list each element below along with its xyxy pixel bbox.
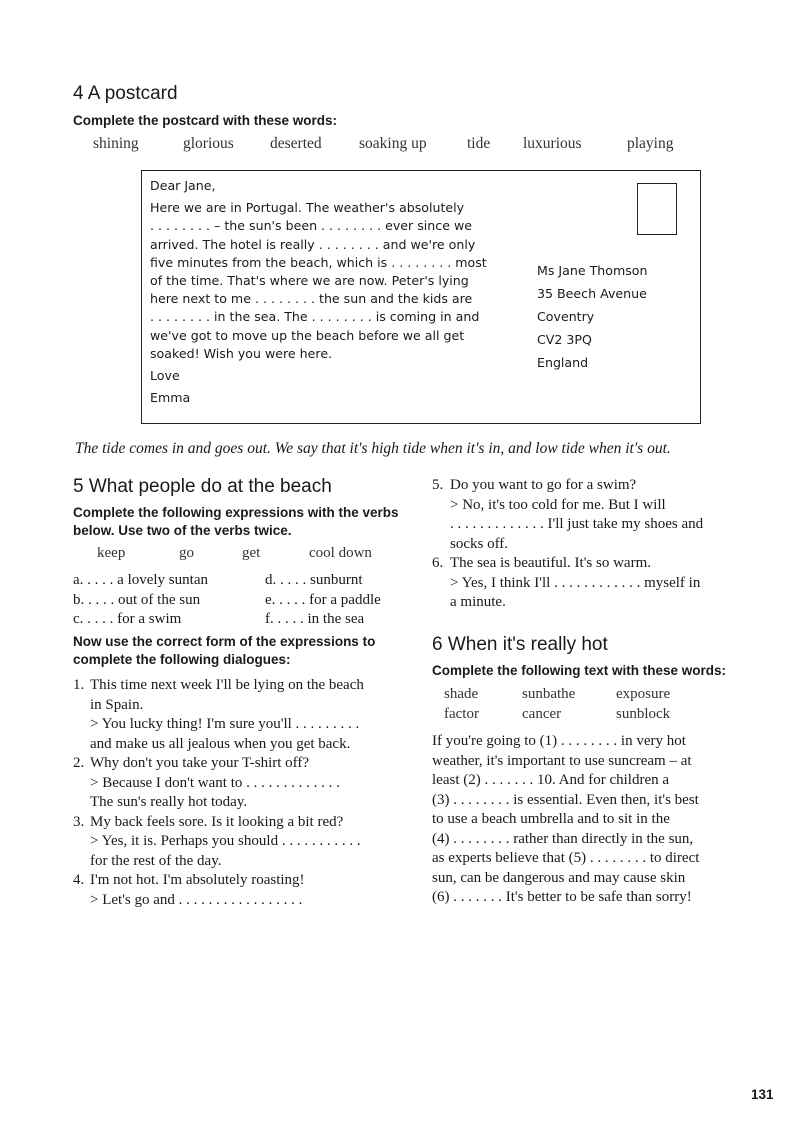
word-bank-item: glorious — [183, 135, 234, 152]
expression-item: f. . . . . in the sea — [265, 611, 365, 627]
letter-line: five minutes from the beach, which is . . . . . . . . most — [150, 254, 487, 270]
word-bank-item: exposure — [616, 686, 671, 702]
dialogue-number: 1. — [73, 677, 85, 693]
dialogues-left — [73, 676, 418, 910]
text-line: least (2) . . . . . . . 10. And for children a — [432, 772, 670, 788]
dialogue-line: socks off. — [450, 535, 509, 552]
postcard-address — [537, 259, 648, 374]
word-bank-item: deserted — [270, 135, 322, 152]
word-bank-item: shining — [93, 135, 139, 152]
section-6-word-bank — [444, 686, 744, 726]
section-5-title: 5 What people do at the beach — [73, 476, 332, 497]
section-6-title: 6 When it's really hot — [432, 634, 608, 655]
postcard — [141, 170, 701, 424]
section-4-word-bank — [93, 135, 693, 155]
letter-line: of the time. That's where we are now. Peter's lying — [150, 273, 469, 289]
expressions-left — [73, 571, 208, 630]
letter-line: here next to me . . . . . . . . the sun and the kids are — [150, 291, 473, 307]
word-bank-item: shade — [444, 686, 479, 702]
dialogue-line: The sun's really hot today. — [90, 794, 248, 810]
dialogue-number: 6. — [432, 555, 444, 571]
text-line: as experts believe that (5) . . . . . . . . to direct — [432, 850, 700, 866]
letter-line: Here we are in Portugal. The weather's absolutely — [150, 200, 465, 216]
dialogues-right — [432, 476, 772, 613]
stamp-box — [637, 183, 677, 235]
page-number: 131 — [751, 1087, 774, 1102]
word-bank-item: playing — [627, 135, 674, 152]
expression-item: a. . . . . a lovely suntan — [73, 572, 208, 588]
tide-note: The tide comes in and goes out. We say that it's high tide when it's in, and low tide when it's out. — [75, 440, 671, 457]
dialogue-item — [73, 813, 418, 872]
letter-line: we've got to move up the beach before we all get — [150, 327, 465, 343]
dialogue-line: The sea is beautiful. It's so warm. — [450, 555, 651, 571]
dialogue-line: > Yes, I think I'll . . . . . . . . . . . . myself in — [450, 574, 701, 591]
word-bank-item: factor — [444, 706, 479, 722]
expression-item: b. . . . . out of the sun — [73, 591, 201, 608]
dialogue-item — [432, 476, 772, 554]
verb-bank-item: go — [179, 545, 194, 561]
address-line: Ms Jane Thomson — [537, 263, 648, 278]
letter-line: Emma — [150, 390, 191, 406]
address-line: CV2 3PQ — [537, 332, 592, 347]
dialogue-line: My back feels sore. Is it looking a bit red? — [90, 813, 344, 830]
letter-line: . . . . . . . . in the sea. The . . . . . . . . is coming in and — [150, 309, 480, 325]
dialogue-line: for the rest of the day. — [90, 852, 222, 869]
text-line: weather, it's important to use suncream – at — [432, 752, 692, 769]
text-line: to use a beach umbrella and to sit in the — [432, 811, 670, 827]
address-line: Coventry — [537, 309, 595, 324]
dialogue-number: 5. — [432, 477, 444, 493]
text-line: sun, can be dangerous and may cause skin — [432, 869, 686, 886]
dialogue-line: Why don't you take your T-shirt off? — [90, 755, 310, 771]
dialogue-line: Do you want to go for a swim? — [450, 477, 637, 493]
word-bank-item: cancer — [522, 706, 562, 722]
dialogue-line: > You lucky thing! I'm sure you'll . . . . . . . . . — [90, 716, 360, 732]
letter-line: arrived. The hotel is really . . . . . . . . and we're only — [150, 236, 476, 252]
text-line: (6) . . . . . . . It's better to be safe than sorry! — [432, 889, 692, 905]
dialogue-item — [432, 554, 772, 613]
dialogue-line: . . . . . . . . . . . . . I'll just take my shoes and — [450, 516, 704, 532]
section-4-instruction: Complete the postcard with these words: — [73, 113, 338, 128]
section-6-text — [432, 732, 777, 908]
word-bank-item: soaking up — [359, 135, 427, 152]
section-5-instruction-2: Now use the correct form of the expressions to complete the following dialogues: — [73, 634, 376, 667]
dialogue-line: in Spain. — [90, 696, 144, 713]
word-bank-item: sunbathe — [522, 686, 576, 702]
verb-bank-item: get — [242, 545, 261, 561]
postcard-letter — [150, 177, 495, 407]
address-line: England — [537, 355, 589, 370]
address-line: 35 Beech Avenue — [537, 286, 647, 301]
dialogue-line: > Yes, it is. Perhaps you should . . . . . . . . . . . — [90, 833, 361, 849]
expressions-right — [265, 571, 381, 630]
verb-bank-item: cool down — [309, 545, 372, 561]
dialogue-line: I'm not hot. I'm absolutely roasting! — [90, 872, 305, 888]
section-5-verb-bank — [97, 545, 397, 565]
section-6-instruction: Complete the following text with these words: — [432, 663, 727, 678]
letter-line: Love — [150, 368, 180, 384]
dialogue-line: > Let's go and . . . . . . . . . . . . . . . . . — [90, 891, 303, 908]
verb-bank-item: keep — [97, 545, 126, 561]
text-line: (4) . . . . . . . . rather than directly in the sun, — [432, 830, 694, 847]
dialogue-line: a minute. — [450, 594, 506, 610]
letter-line: Dear Jane, — [150, 178, 216, 193]
dialogue-item — [73, 676, 418, 754]
dialogue-item — [73, 754, 418, 813]
dialogue-number: 4. — [73, 872, 85, 888]
dialogue-line: > Because I don't want to . . . . . . . . . . . . . — [90, 774, 340, 791]
dialogue-line: and make us all jealous when you get back. — [90, 735, 351, 752]
letter-line: . . . . . . . . – the sun's been . . . . . . . . ever since we — [150, 218, 472, 234]
dialogue-line: This time next week I'll be lying on the beach — [90, 677, 364, 693]
dialogue-line: > No, it's too cold for me. But I will — [450, 496, 666, 513]
expression-item: d. . . . . sunburnt — [265, 572, 363, 588]
dialogue-number: 2. — [73, 755, 85, 771]
text-line: (3) . . . . . . . . is essential. Even then, it's best — [432, 791, 699, 808]
text-line: If you're going to (1) . . . . . . . . in very hot — [432, 733, 686, 749]
word-bank-item: sunblock — [616, 706, 671, 722]
expression-item: e. . . . . for a paddle — [265, 591, 381, 608]
section-4-title: 4 A postcard — [73, 83, 178, 104]
section-5-instruction: Complete the following expressions with the verbs below. Use two of the verbs twice. — [73, 505, 399, 538]
expression-item: c. . . . . for a swim — [73, 611, 182, 627]
word-bank-item: luxurious — [523, 135, 582, 152]
word-bank-item: tide — [467, 135, 491, 152]
letter-line: soaked! Wish you were here. — [150, 345, 333, 361]
dialogue-item — [73, 871, 418, 910]
dialogue-number: 3. — [73, 813, 85, 830]
